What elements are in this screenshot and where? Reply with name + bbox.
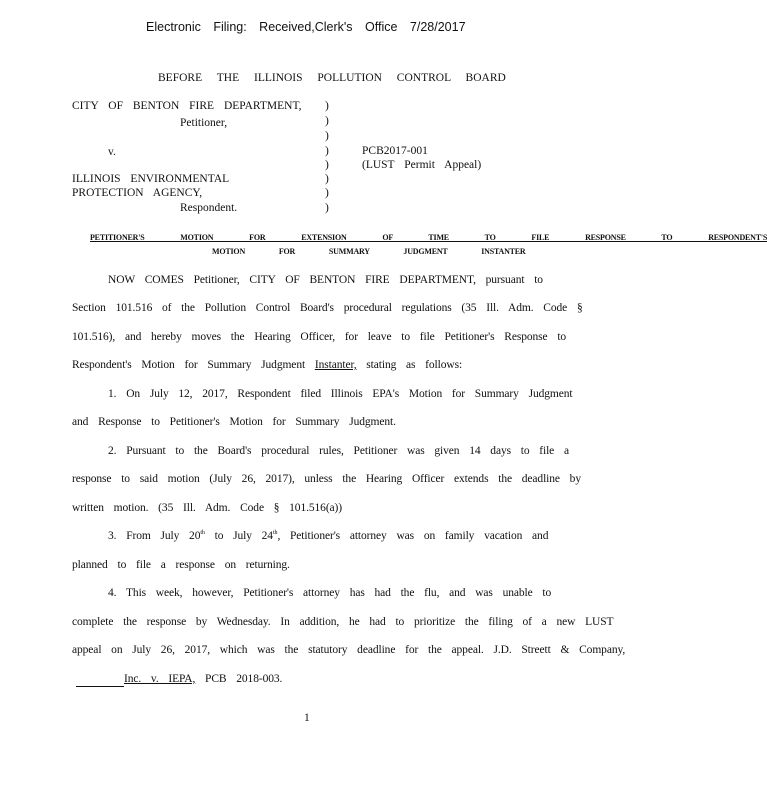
case-type: (LUST Permit Appeal) [362,159,482,171]
caption-bracket: ) [325,130,329,142]
petitioner-name: CITY OF BENTON FIRE DEPARTMENT, [72,100,302,112]
body-line [72,359,462,371]
petitioner-role: Petitioner, [180,117,228,129]
paragraph-4-line: 4. This week, however, Petitioner's attorney has had the flu, and was unable to [108,587,552,599]
case-citation: Inc. v. IEPA, [124,673,196,685]
body-line: NOW COMES Petitioner, CITY OF BENTON FIRE DEPARTMENT, pursuant to [108,274,543,286]
body-text: 3. From July 20 [108,530,201,542]
caption-bracket: ) [325,173,329,185]
paragraph-4-line: appeal on July 26, 2017, which was the statutory deadline for the appeal. J.D. Streett & Company, [72,644,626,656]
caption-bracket: ) [325,145,329,157]
signature-underline [76,686,124,687]
superscript: th [272,530,278,537]
instanter-text: Instanter, [314,359,357,371]
paragraph-3-line: planned to file a response on returning. [72,559,290,571]
body-text: , Petitioner's attorney was on family vacation and [277,530,549,542]
respondent-name-line1: ILLINOIS ENVIRONMENTAL [72,173,230,185]
motion-title-line1: PETITIONER'S MOTION FOR EXTENSION OF TIME TO FILE RESPONSE TO RESPONDENT'S [90,233,767,242]
paragraph-1-line: 1. On July 12, 2017, Respondent filed Illinois EPA's Motion for Summary Judgment [108,388,573,400]
paragraph-4-line: complete the response by Wednesday. In addition, he had to prioritize the filing of a new LUST [72,616,614,628]
motion-title-line2: MOTION FOR SUMMARY JUDGMENT INSTANTER [212,247,526,256]
board-heading: BEFORE THE ILLINOIS POLLUTION CONTROL BOARD [158,72,506,84]
caption-bracket: ) [325,202,329,214]
body-text: to July 24 [214,530,273,542]
paragraph-3-line [108,530,548,542]
paragraph-2-line: response to said motion (July 26, 2017), unless the Hearing Officer extends the deadline by [72,473,581,485]
body-text: Respondent's Motion for Summary Judgment [72,359,306,371]
caption-bracket: ) [325,187,329,199]
paragraph-4-line [124,673,282,685]
filing-header: Electronic Filing: Received,Clerk's Office 7/28/2017 [146,20,466,34]
body-text: stating as follows: [366,359,463,371]
caption-bracket: ) [325,159,329,171]
body-line: 101.516), and hereby moves the Hearing Officer, for leave to file Petitioner's Response to [72,331,567,343]
page-number: 1 [304,712,310,724]
case-number: PCB2017-001 [362,145,428,157]
versus-label: v. [108,146,116,158]
paragraph-2-line: 2. Pursuant to the Board's procedural rules, Petitioner was given 14 days to file a [108,445,569,457]
caption-bracket: ) [325,100,329,112]
superscript: th [200,530,205,537]
body-line: Section 101.516 of the Pollution Control Board's procedural regulations (35 Ill. Adm. Code § [72,302,583,314]
paragraph-2-line: written motion. (35 Ill. Adm. Code § 101.516(a)) [72,502,343,514]
body-text: PCB 2018-003. [205,673,283,685]
caption-bracket: ) [325,115,329,127]
respondent-name-line2: PROTECTION AGENCY, [72,187,203,199]
respondent-role: Respondent. [180,202,238,214]
paragraph-1-line: and Response to Petitioner's Motion for Summary Judgment. [72,416,396,428]
